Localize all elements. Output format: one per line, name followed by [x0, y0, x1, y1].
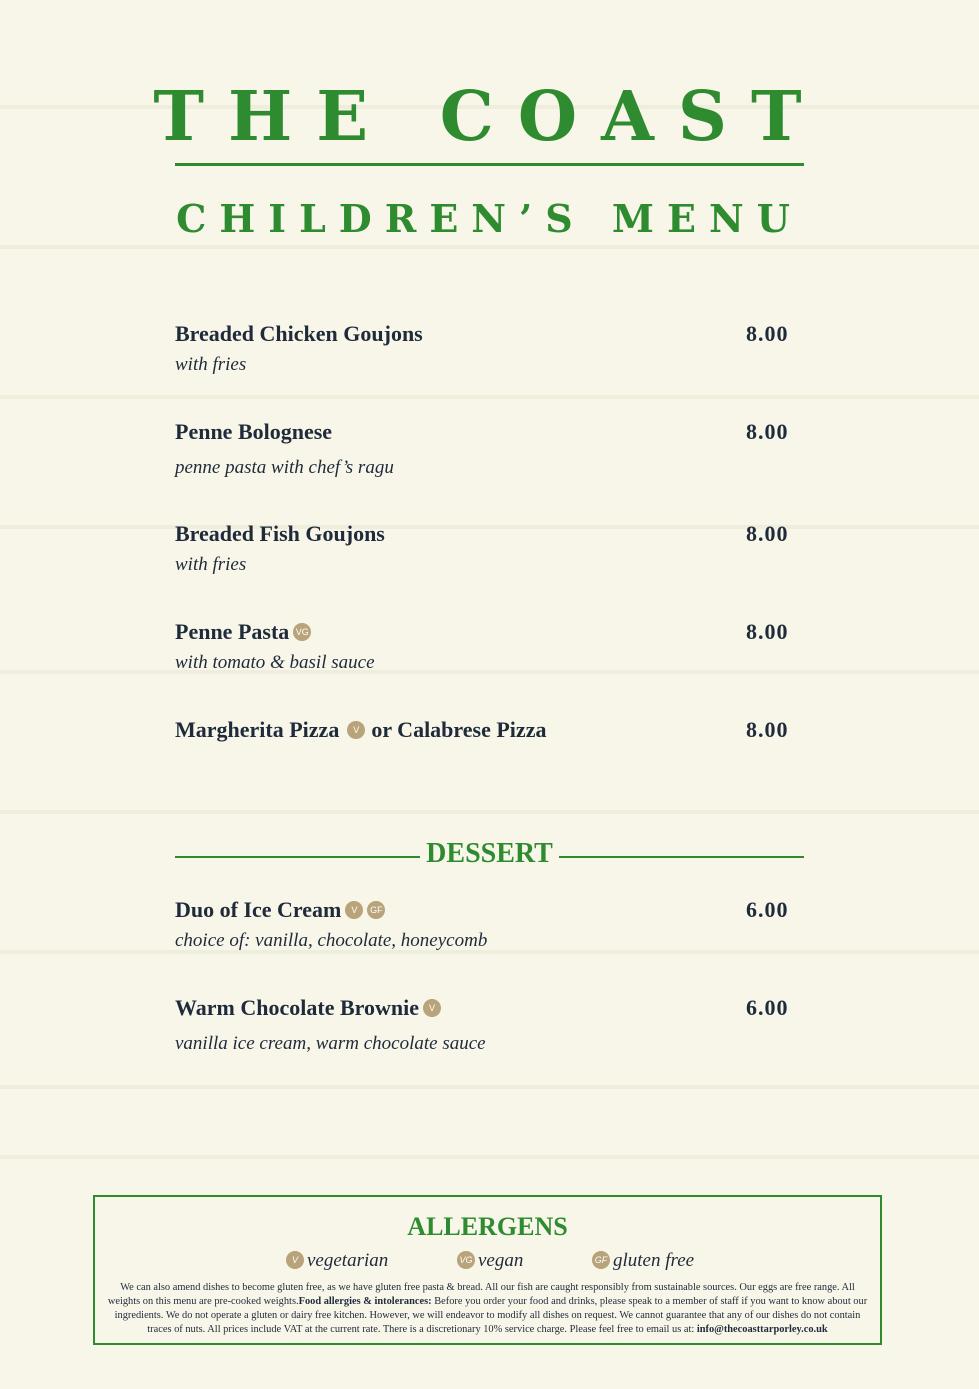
menu-item-description: penne pasta with chef’s ragu	[175, 457, 394, 478]
vegan-badge-icon: VG	[293, 623, 311, 641]
vegetarian-badge-icon: V	[423, 999, 441, 1017]
fine-print-text: Before you order your food and drinks, please speak to a member of staff if you want to know about our ingredients. We do not operate a gluten or dairy free kitchen. However, we will endeavor to modify all dishes on request. We cannot guarantee that any of our dishes do not contain traces of nuts. All prices include VAT at the current rate. There is a discretionary 10% service charge. Please feel free to email us at:	[114, 1296, 868, 1335]
contact-email-link[interactable]: info@thecoasttarporley.co.uk	[696, 1324, 828, 1335]
legend-label: gluten free	[613, 1250, 695, 1271]
menu-item-name: Penne Pasta	[175, 619, 290, 644]
menu-item-description: with fries	[175, 354, 247, 375]
menu-item-name: Margherita Pizza	[175, 717, 340, 742]
menu-item-price: 8.00	[746, 321, 789, 346]
menu-item-alt-name: or Calabrese Pizza	[371, 717, 547, 742]
menu-item-price: 8.00	[746, 419, 789, 444]
menu-item-name: Warm Chocolate Brownie	[175, 995, 420, 1020]
background-plank	[0, 395, 979, 399]
menu-item-price: 6.00	[746, 897, 789, 922]
fine-print-text: We can also amend dishes to become gluten free, as we have gluten free pasta & bread. All our fish are caught responsibly from sustainable sources. Our eggs are free range. All weights on this menu are pre-cooked weights.	[107, 1282, 855, 1307]
menu-item-description: choice of: vanilla, chocolate, honeycomb	[175, 930, 488, 951]
menu-item-name: Breaded Chicken Goujons	[175, 321, 423, 346]
gluten-free-badge-icon: GF	[367, 901, 385, 919]
menu-item-description: with tomato & basil sauce	[175, 652, 375, 673]
vegan-badge-icon: VG	[457, 1251, 475, 1269]
legend-vegetarian	[286, 1249, 388, 1273]
gluten-free-badge-icon: GF	[592, 1251, 610, 1269]
legend-label: vegetarian	[307, 1250, 389, 1271]
dessert-heading: DESSERT	[426, 838, 553, 869]
menu-item-name: Penne Bolognese	[175, 419, 333, 444]
dessert-divider-right	[559, 856, 804, 858]
background-plank	[0, 670, 979, 674]
background-plank	[0, 810, 979, 814]
vegetarian-badge-icon: V	[286, 1251, 304, 1269]
menu-item-price: 8.00	[746, 619, 789, 644]
menu-item-row	[175, 618, 311, 646]
allergens-title: ALLERGENS	[407, 1212, 568, 1241]
menu-item-row	[175, 994, 441, 1022]
vegetarian-badge-icon: V	[347, 721, 365, 739]
allergens-box	[93, 1195, 882, 1345]
title-divider	[175, 163, 804, 166]
allergen-fine-print	[105, 1281, 870, 1337]
fine-print-bold-label: Food allergies & intolerances:	[298, 1296, 432, 1307]
menu-item-price: 6.00	[746, 995, 789, 1020]
menu-title: THE COAST	[153, 77, 826, 157]
menu-item-row	[175, 716, 546, 744]
dessert-divider-left	[175, 856, 420, 858]
legend-gluten-free	[592, 1249, 694, 1273]
menu-item-price: 8.00	[746, 521, 789, 546]
background-plank	[0, 245, 979, 249]
legend-label: vegan	[478, 1250, 524, 1271]
menu-subtitle: CHILDREN’S MENU	[176, 196, 803, 241]
menu-item-row	[175, 896, 385, 924]
menu-item-description: vanilla ice cream, warm chocolate sauce	[175, 1033, 486, 1054]
background-plank	[0, 1155, 979, 1159]
menu-item-name: Duo of Ice Cream	[175, 897, 342, 922]
background-plank	[0, 950, 979, 954]
menu-item-description: with fries	[175, 554, 247, 575]
legend-vegan	[457, 1249, 523, 1273]
vegetarian-badge-icon: V	[345, 901, 363, 919]
background-plank	[0, 1085, 979, 1089]
background-plank	[0, 525, 979, 529]
menu-item-name: Breaded Fish Goujons	[175, 521, 385, 546]
menu-item-price: 8.00	[746, 717, 789, 742]
